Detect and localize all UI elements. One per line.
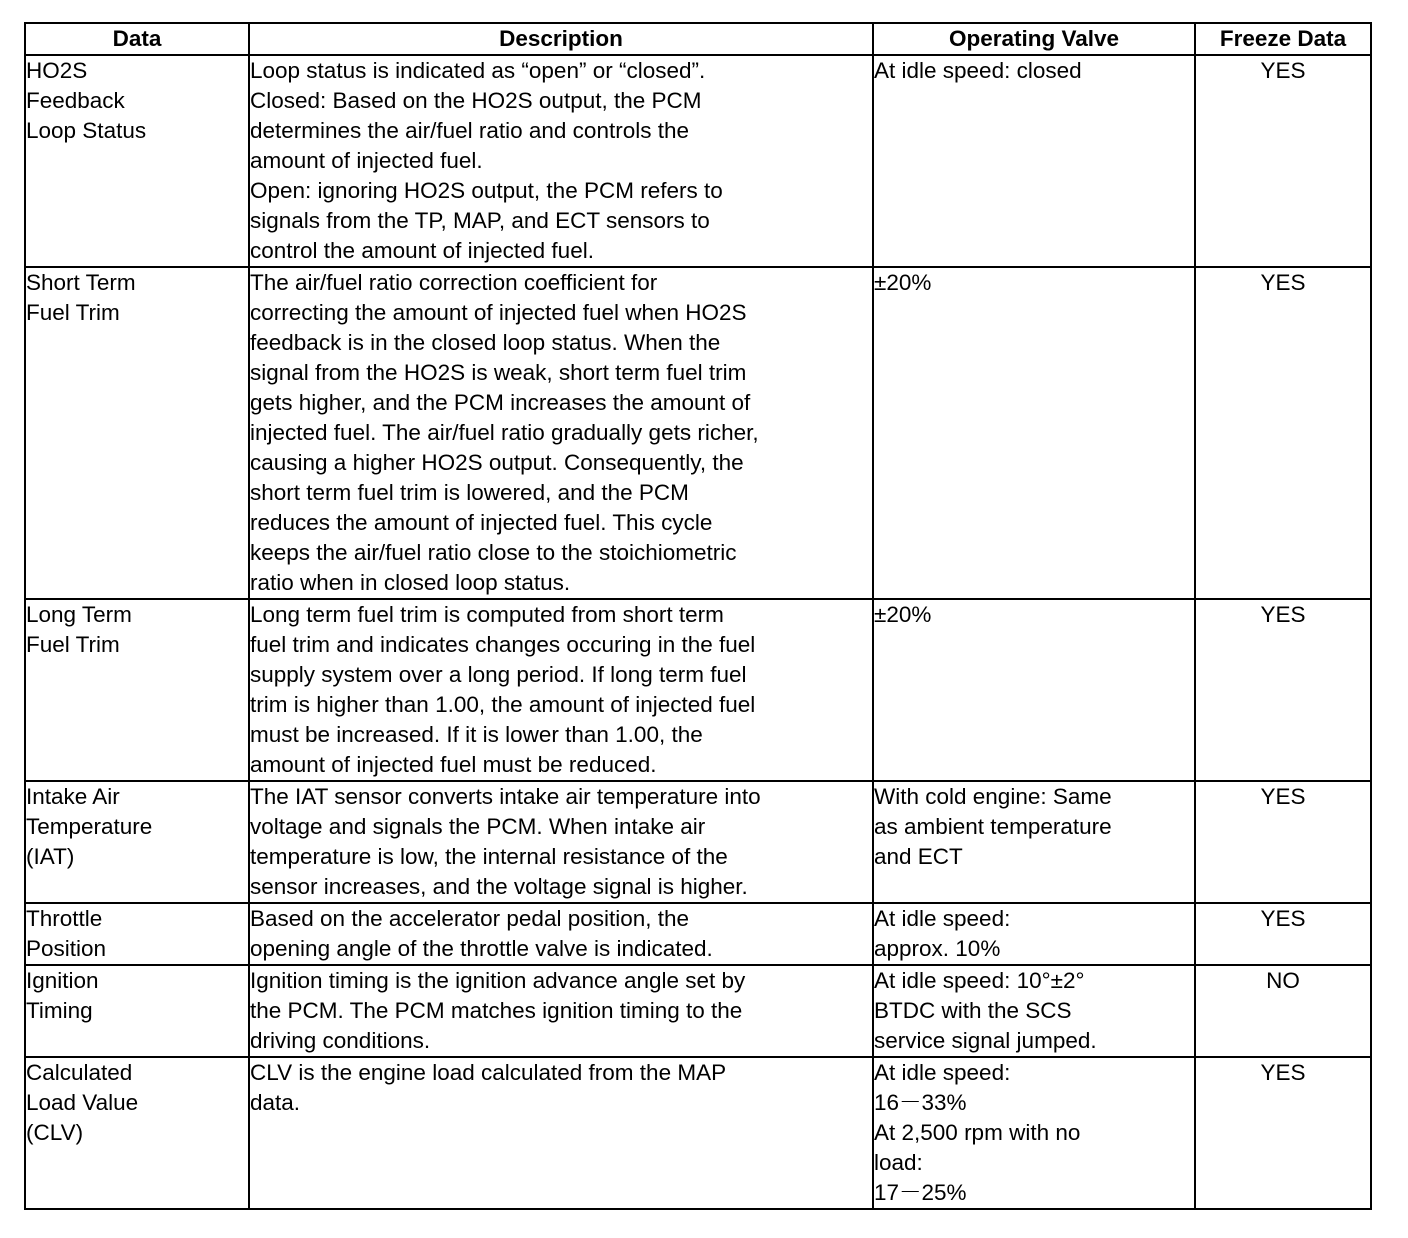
table-row bbox=[25, 55, 1371, 267]
table-row bbox=[25, 965, 1371, 1057]
table-row bbox=[25, 781, 1371, 903]
header-data: Data bbox=[25, 23, 249, 55]
description-line: ratio when in closed loop status. bbox=[250, 570, 571, 595]
header-freeze-data: Freeze Data bbox=[1195, 23, 1371, 55]
operating-value-cell bbox=[873, 55, 1195, 267]
data-cell bbox=[25, 965, 249, 1057]
data-name-line: Load Value bbox=[26, 1090, 139, 1115]
description-line: signals from the TP, MAP, and ECT sensors to bbox=[250, 208, 710, 233]
operating-value-cell bbox=[873, 599, 1195, 781]
description-line: Long term fuel trim is computed from short term bbox=[250, 602, 724, 627]
description-line: Ignition timing is the ignition advance angle set by bbox=[250, 968, 746, 993]
data-cell bbox=[25, 781, 249, 903]
data-cell bbox=[25, 267, 249, 599]
data-cell bbox=[25, 599, 249, 781]
operating-value-line: At idle speed: bbox=[874, 906, 1011, 931]
operating-value-line: With cold engine: Same bbox=[874, 784, 1112, 809]
operating-value-line: and ECT bbox=[874, 844, 963, 869]
operating-value-line: as ambient temperature bbox=[874, 814, 1112, 839]
table-row bbox=[25, 903, 1371, 965]
data-name-line: Long Term bbox=[26, 602, 132, 627]
description-cell bbox=[249, 903, 873, 965]
description-line: amount of injected fuel. bbox=[250, 148, 483, 173]
description-line: temperature is low, the internal resistance of the bbox=[250, 844, 728, 869]
operating-value-line: 16－33% bbox=[874, 1090, 967, 1115]
description-line: The IAT sensor converts intake air temperature into bbox=[250, 784, 761, 809]
operating-value-line: service signal jumped. bbox=[874, 1028, 1097, 1053]
data-name-line: Intake Air bbox=[26, 784, 120, 809]
description-line: Based on the accelerator pedal position, the bbox=[250, 906, 690, 931]
operating-value-line: At idle speed: 10°±2° bbox=[874, 968, 1085, 993]
data-spec-table bbox=[24, 22, 1372, 1210]
description-cell bbox=[249, 781, 873, 903]
description-line: correcting the amount of injected fuel when HO2S bbox=[250, 300, 747, 325]
freeze-data-cell: YES bbox=[1195, 267, 1371, 599]
header-operating-value: Operating Valve bbox=[873, 23, 1195, 55]
operating-value-line: ±20% bbox=[874, 602, 932, 627]
data-name-line: Fuel Trim bbox=[26, 300, 120, 325]
freeze-data-cell: YES bbox=[1195, 903, 1371, 965]
description-line: must be increased. If it is lower than 1.00, the bbox=[250, 722, 703, 747]
description-line: short term fuel trim is lowered, and the PCM bbox=[250, 480, 689, 505]
description-line: opening angle of the throttle valve is indicated. bbox=[250, 936, 713, 961]
data-name-line: (CLV) bbox=[26, 1120, 84, 1145]
data-name-line: Feedback bbox=[26, 88, 125, 113]
data-name-line: (IAT) bbox=[26, 844, 75, 869]
freeze-data-cell: YES bbox=[1195, 1057, 1371, 1209]
operating-value-line: load: bbox=[874, 1150, 923, 1175]
operating-value-line: BTDC with the SCS bbox=[874, 998, 1072, 1023]
operating-value-line: At idle speed: closed bbox=[874, 58, 1082, 83]
table-row bbox=[25, 267, 1371, 599]
description-line: causing a higher HO2S output. Consequently, the bbox=[250, 450, 744, 475]
data-name-line: Loop Status bbox=[26, 118, 147, 143]
data-name-line: Throttle bbox=[26, 906, 103, 931]
operating-value-cell bbox=[873, 1057, 1195, 1209]
data-name-line: Fuel Trim bbox=[26, 632, 120, 657]
description-line: gets higher, and the PCM increases the amount of bbox=[250, 390, 751, 415]
header-row bbox=[25, 23, 1371, 55]
data-name-line: Position bbox=[26, 936, 107, 961]
header-description: Description bbox=[249, 23, 873, 55]
operating-value-line: At 2,500 rpm with no bbox=[874, 1120, 1081, 1145]
table-row bbox=[25, 1057, 1371, 1209]
operating-value-line: 17－25% bbox=[874, 1180, 967, 1205]
data-name-line: Temperature bbox=[26, 814, 153, 839]
description-line: Closed: Based on the HO2S output, the PCM bbox=[250, 88, 702, 113]
data-name-line: Timing bbox=[26, 998, 93, 1023]
description-line: the PCM. The PCM matches ignition timing to the bbox=[250, 998, 743, 1023]
description-line: amount of injected fuel must be reduced. bbox=[250, 752, 657, 777]
freeze-data-cell: YES bbox=[1195, 781, 1371, 903]
description-cell bbox=[249, 599, 873, 781]
data-name-line: Ignition bbox=[26, 968, 99, 993]
freeze-data-cell: YES bbox=[1195, 55, 1371, 267]
description-cell bbox=[249, 965, 873, 1057]
operating-value-line: approx. 10% bbox=[874, 936, 1001, 961]
description-line: Loop status is indicated as “open” or “closed”. bbox=[250, 58, 706, 83]
description-line: trim is higher than 1.00, the amount of injected fuel bbox=[250, 692, 756, 717]
description-line: Open: ignoring HO2S output, the PCM refers to bbox=[250, 178, 723, 203]
description-line: reduces the amount of injected fuel. This cycle bbox=[250, 510, 713, 535]
operating-value-line: ±20% bbox=[874, 270, 932, 295]
operating-value-cell bbox=[873, 903, 1195, 965]
description-line: The air/fuel ratio correction coefficient for bbox=[250, 270, 658, 295]
description-cell bbox=[249, 267, 873, 599]
description-line: driving conditions. bbox=[250, 1028, 431, 1053]
description-line: voltage and signals the PCM. When intake air bbox=[250, 814, 706, 839]
description-line: keeps the air/fuel ratio close to the stoichiometric bbox=[250, 540, 737, 565]
data-cell bbox=[25, 903, 249, 965]
operating-value-cell bbox=[873, 965, 1195, 1057]
freeze-data-cell: NO bbox=[1195, 965, 1371, 1057]
description-line: sensor increases, and the voltage signal is higher. bbox=[250, 874, 748, 899]
data-name-line: HO2S bbox=[26, 58, 88, 83]
description-line: control the amount of injected fuel. bbox=[250, 238, 594, 263]
description-line: data. bbox=[250, 1090, 301, 1115]
operating-value-cell bbox=[873, 781, 1195, 903]
freeze-data-cell: YES bbox=[1195, 599, 1371, 781]
table-body bbox=[25, 55, 1371, 1209]
description-cell bbox=[249, 55, 873, 267]
description-line: signal from the HO2S is weak, short term fuel trim bbox=[250, 360, 747, 385]
description-line: injected fuel. The air/fuel ratio gradually gets richer, bbox=[250, 420, 759, 445]
description-line: feedback is in the closed loop status. When the bbox=[250, 330, 721, 355]
table-row bbox=[25, 599, 1371, 781]
operating-value-cell bbox=[873, 267, 1195, 599]
description-line: supply system over a long period. If long term fuel bbox=[250, 662, 747, 687]
description-line: fuel trim and indicates changes occuring in the fuel bbox=[250, 632, 756, 657]
data-name-line: Short Term bbox=[26, 270, 136, 295]
description-line: determines the air/fuel ratio and controls the bbox=[250, 118, 689, 143]
description-line: CLV is the engine load calculated from the MAP bbox=[250, 1060, 727, 1085]
description-cell bbox=[249, 1057, 873, 1209]
operating-value-line: At idle speed: bbox=[874, 1060, 1011, 1085]
data-cell bbox=[25, 55, 249, 267]
data-cell bbox=[25, 1057, 249, 1209]
data-name-line: Calculated bbox=[26, 1060, 133, 1085]
